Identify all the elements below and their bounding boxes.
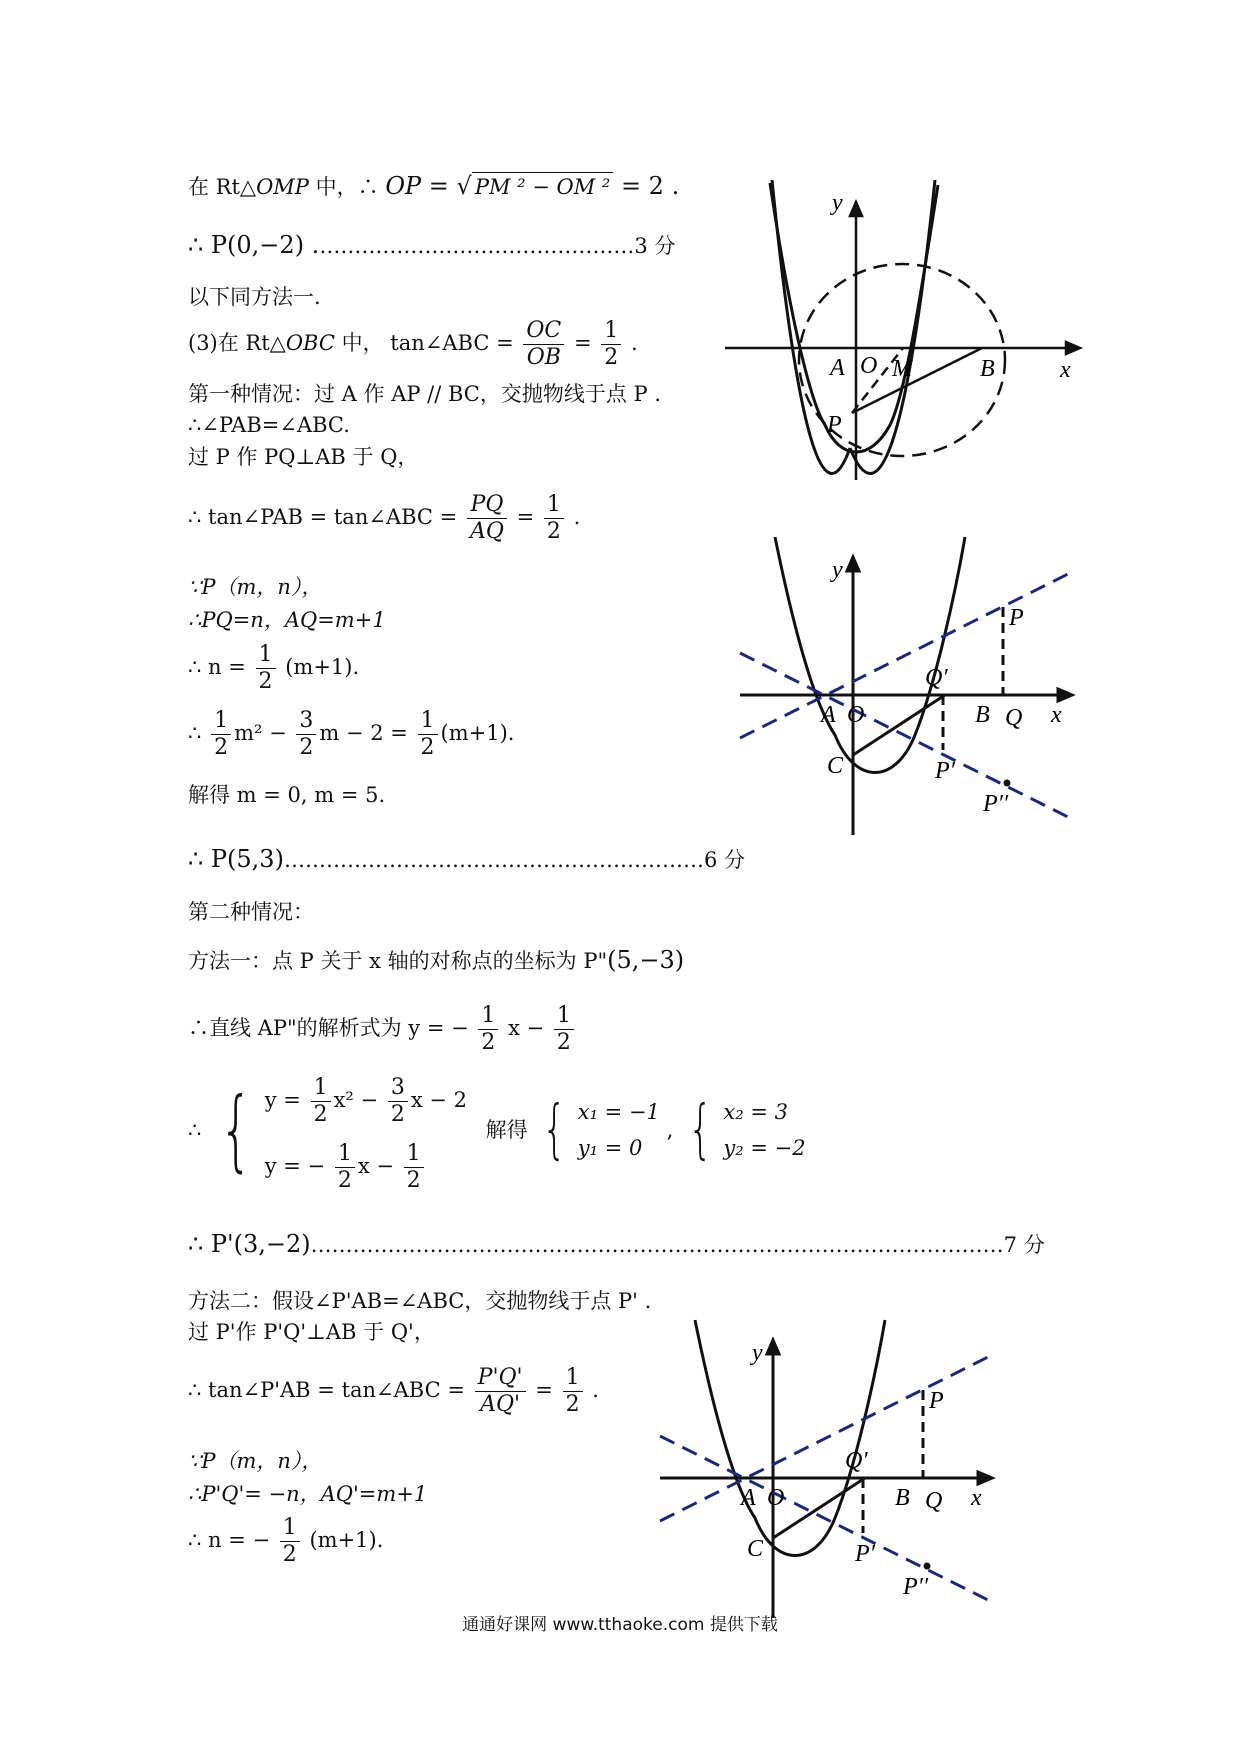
label-p: P <box>929 1388 944 1414</box>
label-b: B <box>975 702 990 728</box>
label-q: Q <box>925 1488 943 1514</box>
point-ppp <box>1004 780 1011 787</box>
label-ppp: P′′ <box>903 1574 929 1600</box>
label-o: O <box>847 702 865 728</box>
equation-system: ∴ { y = $\frac{1}{2}$ x² − $\frac{3}{2}$ x − 2 y = − $\frac{1}{2}$ x − $\frac{1}{2}$ 解得 { x₁ = −1 y₁ = 0 , { x₂ = 3 y₂ = −2 <box>188 1075 806 1193</box>
line-pq-n: ∴PQ=n，AQ=m+1 <box>188 608 386 632</box>
line-case-two: 第二种情况： <box>188 900 314 924</box>
line-p-coord: ∴ P(0,−2) .………………………………………3 分 <box>188 231 676 259</box>
line-angle-equal: ∴∠PAB=∠ABC. <box>188 413 350 437</box>
line-ap-formula: ∴直线 AP"的解析式为 y = − $\frac{1}{2}$ x − $\frac{1}{2}$ <box>188 1003 577 1056</box>
line-p-mn: ∵P（m，n）， <box>188 575 323 599</box>
line-pq-prime-perp: 过 P'作 P'Q'⊥AB 于 Q'， <box>188 1320 435 1344</box>
label-b: B <box>895 1485 910 1511</box>
label-c: C <box>747 1536 764 1562</box>
label-q: Q <box>1005 705 1023 731</box>
line-p53: ∴ P(5,3)……………………………………………………6 分 <box>188 845 745 873</box>
segment-cb <box>773 1478 865 1538</box>
line-ap-pp <box>740 653 1070 818</box>
label-pp: P′ <box>935 758 955 784</box>
line-tan-pprime: ∴ tan∠P'AB = tan∠ABC = $\frac{P'Q'}{AQ'}$ = $\frac{1}{2}$ . <box>188 1365 599 1417</box>
label-ppp: P′′ <box>983 791 1009 817</box>
line-op-calc: 在 Rt△OMP 中，∴ OP = √ PM ² − OM ² = 2 . <box>188 172 680 200</box>
label-p: P <box>827 412 842 438</box>
label-o: O <box>860 353 878 379</box>
line-tan-abc: (3)在 Rt△OBC 中， tan∠ABC = $\frac{OC}{OB}$ = $\frac{1}{2}$ . <box>188 318 638 370</box>
line-ap-pp <box>660 1436 990 1601</box>
label-qp: Q′ <box>925 665 948 691</box>
point-ppp <box>924 1563 931 1570</box>
figure-case-one <box>735 535 1080 835</box>
parabola <box>775 537 965 773</box>
figure-circle-parabola <box>720 180 1090 480</box>
label-x: x <box>1051 702 1062 728</box>
label-a: A <box>741 1485 756 1511</box>
line-n-neg-eq: ∴ n = − $\frac{1}{2}$ (m+1). <box>188 1515 384 1567</box>
line-n-eq: ∴ n = $\frac{1}{2}$ (m+1). <box>188 642 360 694</box>
line-p32: ∴ P'(3,−2)………………………………………………………………………………………7 分 <box>188 1230 1045 1258</box>
parabola <box>695 1320 885 1556</box>
segment-cb <box>853 695 945 755</box>
label-y: y <box>752 1340 763 1366</box>
line-method-one: 方法一：点 P 关于 x 轴的对称点的坐标为 P"(5,−3) <box>188 946 685 974</box>
line-same-method: 以下同方法一. <box>188 285 321 309</box>
label-x: x <box>1060 357 1071 383</box>
line-solve-m: 解得 m = 0, m = 5. <box>188 783 386 807</box>
line-tan-pab: ∴ tan∠PAB = tan∠ABC = $\frac{PQ}{AQ}$ = $\frac{1}{2}$ . <box>188 492 581 544</box>
label-c: C <box>827 753 844 779</box>
label-a: A <box>830 355 845 381</box>
label-o: O <box>767 1485 785 1511</box>
label-x: x <box>971 1485 982 1511</box>
label-qp: Q′ <box>845 1448 868 1474</box>
footer-source[interactable]: 通通好课网 www.tthaoke.com 提供下载 <box>462 1615 778 1635</box>
line-quadratic-eq: ∴ $\frac{1}{2}$ m² − $\frac{3}{2}$ m − 2 = $\frac{1}{2}$ (m+1). <box>188 708 515 760</box>
line-pq-neg-n: ∴P'Q'= −n，AQ'=m+1 <box>188 1482 428 1506</box>
label-y: y <box>832 190 843 216</box>
line-case-one: 第一种情况：过 A 作 AP // BC，交抛物线于点 P . <box>188 382 662 406</box>
label-b: B <box>980 356 995 382</box>
label-p: P <box>1009 605 1024 631</box>
label-a: A <box>821 702 836 728</box>
figure-method-two <box>655 1318 1000 1618</box>
label-y: y <box>832 557 843 583</box>
label-pp: P′ <box>855 1541 875 1567</box>
line-method-two: 方法二：假设∠P'AB=∠ABC，交抛物线于点 P' . <box>188 1289 652 1313</box>
line-p-mn-2: ∵P（m，n）， <box>188 1449 323 1473</box>
line-pq-perp: 过 P 作 PQ⊥AB 于 Q， <box>188 445 419 469</box>
label-m: M <box>892 356 912 382</box>
